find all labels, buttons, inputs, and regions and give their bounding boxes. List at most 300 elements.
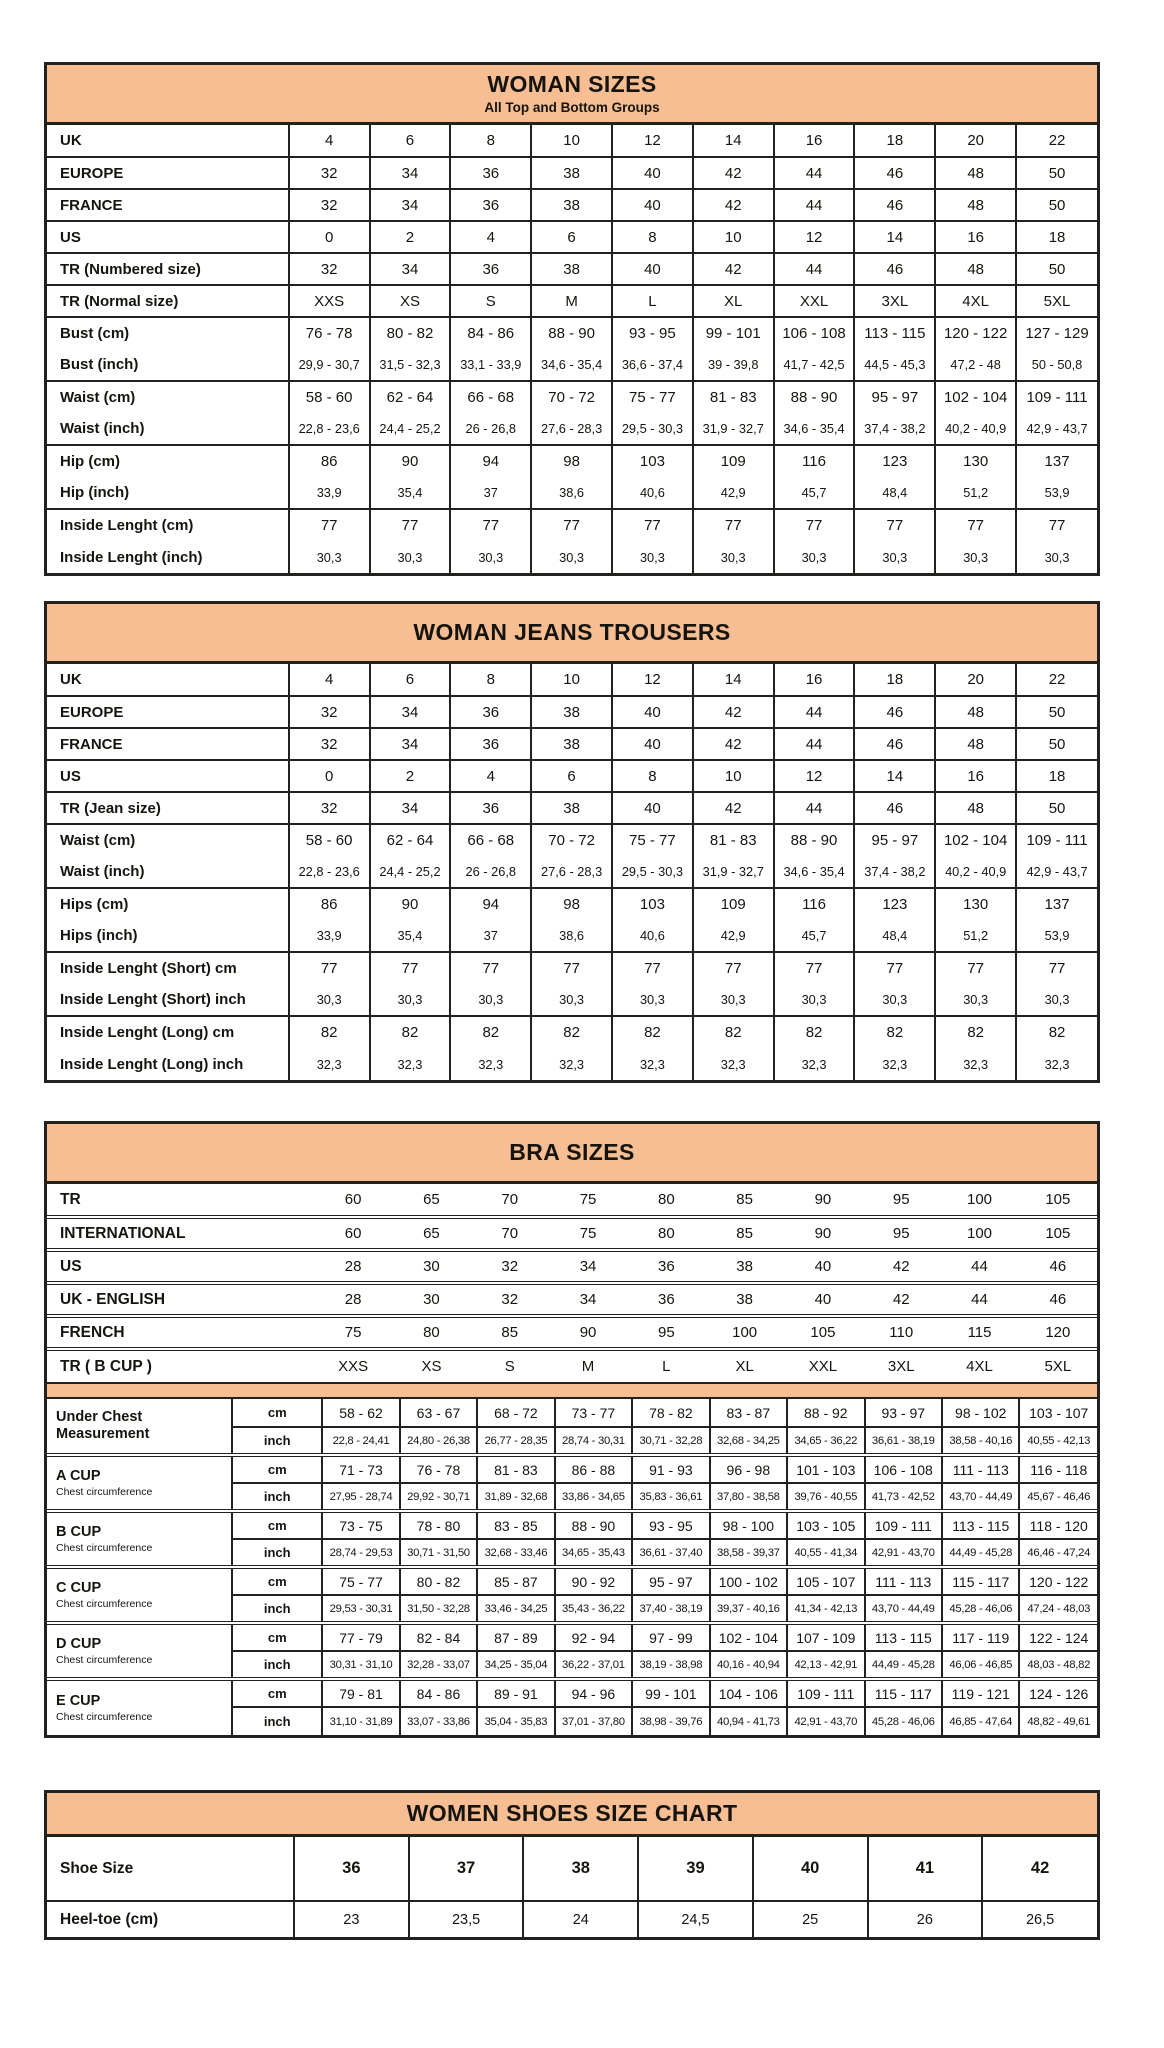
row-label: UK - ENGLISH xyxy=(47,1283,314,1316)
cell: 118 - 120 xyxy=(1019,1511,1097,1539)
cell: 46 xyxy=(854,157,935,189)
cell: 4 xyxy=(289,664,370,696)
row-label: Hips (cm) xyxy=(47,888,289,920)
cell: 30,3 xyxy=(935,541,1016,573)
cell: 38,6 xyxy=(531,920,612,952)
cell: 86 xyxy=(289,445,370,477)
cell: 119 - 121 xyxy=(942,1679,1019,1707)
cell: 31,9 - 32,7 xyxy=(693,413,774,445)
cell: 50 xyxy=(1016,189,1097,221)
cell: 26,5 xyxy=(982,1901,1097,1937)
cell: 41 xyxy=(868,1837,983,1901)
cell: 38,58 - 40,16 xyxy=(942,1427,1019,1455)
cell: 30,3 xyxy=(774,984,855,1016)
cell: 80 xyxy=(627,1217,705,1250)
cell: 31,5 - 32,3 xyxy=(370,349,451,381)
cell: 22,8 - 23,6 xyxy=(289,413,370,445)
row-label: Waist (inch) xyxy=(60,420,145,437)
women-shoes-table xyxy=(47,1837,1097,1937)
row-label: INTERNATIONAL xyxy=(47,1217,314,1250)
table-row xyxy=(47,952,1097,984)
cell: 39,76 - 40,55 xyxy=(787,1483,864,1511)
cell: 77 xyxy=(1016,952,1097,984)
cell: 92 - 94 xyxy=(555,1623,632,1651)
cup-group-label xyxy=(47,1511,232,1567)
cell: 37 xyxy=(409,1837,524,1901)
cell: 77 xyxy=(531,952,612,984)
cell: 39 xyxy=(638,1837,753,1901)
cell: 90 xyxy=(549,1316,627,1349)
cell: 37 xyxy=(450,920,531,952)
cell: 22 xyxy=(1016,664,1097,696)
cell: 24,80 - 26,38 xyxy=(400,1427,477,1455)
cell: 53,9 xyxy=(1016,477,1097,509)
table-row xyxy=(47,1567,1097,1595)
table-row xyxy=(47,1250,1097,1283)
cell: 40 xyxy=(612,253,693,285)
cell: 37,4 - 38,2 xyxy=(854,413,935,445)
row-label: UK xyxy=(60,671,82,688)
cell: 77 xyxy=(774,952,855,984)
cell: 105 xyxy=(1045,1191,1071,1208)
cell: 109 - 111 xyxy=(787,1679,864,1707)
cell: 82 xyxy=(612,1016,693,1048)
cell: 4 xyxy=(450,221,531,253)
cell: 75 - 77 xyxy=(322,1567,399,1595)
row-label: Bust (inch) xyxy=(60,356,139,373)
cell: 75 - 77 xyxy=(612,381,693,413)
cell: 30,3 xyxy=(1016,984,1097,1016)
cell: 48 xyxy=(935,157,1016,189)
cell: 42 xyxy=(693,157,774,189)
cell: 77 xyxy=(450,509,531,541)
cell: 39,37 - 40,16 xyxy=(710,1595,787,1623)
cell: 34,65 - 35,43 xyxy=(555,1539,632,1567)
row-label: EUROPE xyxy=(47,157,289,189)
cell: 88 - 90 xyxy=(555,1511,632,1539)
cell: 137 xyxy=(1016,888,1097,920)
cell: 46 xyxy=(1019,1250,1097,1283)
unit-label: cm xyxy=(232,1567,322,1595)
cell: 46,46 - 47,24 xyxy=(1019,1539,1097,1567)
cell: 5XL xyxy=(1019,1349,1097,1382)
row-label: US xyxy=(47,221,289,253)
cell: 46,85 - 47,64 xyxy=(942,1707,1019,1735)
cell: 42,9 - 43,7 xyxy=(1016,413,1097,445)
cell: 14 xyxy=(693,125,774,157)
cell: 80 - 82 xyxy=(370,317,451,349)
cell: 90 - 92 xyxy=(555,1567,632,1595)
cell: 109 - 111 xyxy=(865,1511,942,1539)
cell: 26,77 - 28,35 xyxy=(477,1427,554,1455)
cell: 75 xyxy=(579,1191,597,1208)
cell: 44 xyxy=(940,1283,1018,1316)
cell: 66 - 68 xyxy=(450,824,531,856)
table-row xyxy=(47,1016,1097,1048)
cell: 46 xyxy=(854,728,935,760)
cell: 30,3 xyxy=(370,541,451,573)
cell: 106 - 108 xyxy=(774,317,855,349)
cell: 40 xyxy=(612,792,693,824)
cell: 31,89 - 32,68 xyxy=(477,1483,554,1511)
cell: 44 xyxy=(940,1250,1018,1283)
cell: 6 xyxy=(531,760,612,792)
table-row xyxy=(47,728,1097,760)
cell: 30,3 xyxy=(531,541,612,573)
cell: 16 xyxy=(774,125,855,157)
cell: 34 xyxy=(549,1250,627,1283)
cell: 22,8 - 23,6 xyxy=(289,856,370,888)
woman-jeans-table xyxy=(47,664,1097,1080)
cell: 73 - 77 xyxy=(555,1399,632,1427)
cell: S xyxy=(471,1349,549,1382)
cell: 93 - 95 xyxy=(612,317,693,349)
table-row xyxy=(47,920,1097,952)
cell: 94 xyxy=(450,888,531,920)
cell: 116 xyxy=(774,445,855,477)
cell: 48 xyxy=(935,728,1016,760)
cell: 30,3 xyxy=(1016,541,1097,573)
row-label: FRENCH xyxy=(47,1316,314,1349)
cell: 80 xyxy=(657,1191,675,1208)
cell: 34 xyxy=(370,253,451,285)
cup-label: A CUP xyxy=(56,1468,101,1485)
cell: 86 - 88 xyxy=(555,1455,632,1483)
cell: 32,3 xyxy=(935,1048,1016,1080)
row-label: Waist (cm) xyxy=(47,824,289,856)
cell: 84 - 86 xyxy=(400,1679,477,1707)
cell: 81 - 83 xyxy=(693,381,774,413)
women-shoes-section xyxy=(44,1790,1100,1940)
table-row xyxy=(47,984,1097,1016)
cell: 42 xyxy=(693,253,774,285)
cell: 88 - 90 xyxy=(774,824,855,856)
cell: 50 xyxy=(1016,792,1097,824)
cell: 28 xyxy=(314,1250,392,1283)
cell: 40,55 - 41,34 xyxy=(787,1539,864,1567)
table-row xyxy=(47,1623,1097,1651)
cell: 47,24 - 48,03 xyxy=(1019,1595,1097,1623)
unit-label: inch xyxy=(232,1595,322,1623)
cell: 39 - 39,8 xyxy=(693,349,774,381)
cell: 63 - 67 xyxy=(400,1399,477,1427)
cell: 46 xyxy=(854,696,935,728)
row-label: US xyxy=(47,760,289,792)
row-label: Inside Lenght (Long) inch xyxy=(60,1055,244,1073)
cell: 76 - 78 xyxy=(289,317,370,349)
cell: 88 - 92 xyxy=(787,1399,864,1427)
women-shoes-title: WOMEN SHOES SIZE CHART xyxy=(406,1799,738,1826)
cell: 27,6 - 28,3 xyxy=(531,413,612,445)
cell: 6 xyxy=(370,125,451,157)
cell: 33,86 - 34,65 xyxy=(555,1483,632,1511)
cell: 35,83 - 36,61 xyxy=(632,1483,709,1511)
bra-cup-table xyxy=(47,1399,1097,1735)
unit-label: cm xyxy=(232,1679,322,1707)
table-row xyxy=(47,1217,1097,1250)
cell: 37,01 - 37,80 xyxy=(555,1707,632,1735)
cell: XXS xyxy=(314,1349,392,1382)
cell: 76 - 78 xyxy=(400,1455,477,1483)
cell: 10 xyxy=(693,221,774,253)
cell: 103 - 105 xyxy=(787,1511,864,1539)
cell: 38,98 - 39,76 xyxy=(632,1707,709,1735)
cell: 29,53 - 30,31 xyxy=(322,1595,399,1623)
unit-label: cm xyxy=(232,1511,322,1539)
cell: 32 xyxy=(289,253,370,285)
cell: 36 xyxy=(450,157,531,189)
cell: XL xyxy=(693,285,774,317)
cell: 38 xyxy=(705,1250,783,1283)
table-row xyxy=(47,221,1097,253)
cell: 2 xyxy=(370,221,451,253)
row-label: TR xyxy=(60,1190,81,1208)
cell: 18 xyxy=(1016,221,1097,253)
row-label: Inside Lenght (Short) cm xyxy=(47,952,289,984)
cell: 78 - 80 xyxy=(400,1511,477,1539)
table-row xyxy=(47,541,1097,573)
cell: 32,3 xyxy=(854,1048,935,1080)
cell: 5XL xyxy=(1016,285,1097,317)
row-label: Inside Lenght (cm) xyxy=(47,509,289,541)
cell: 85 xyxy=(471,1316,549,1349)
cell: 96 - 98 xyxy=(710,1455,787,1483)
cell: 36,6 - 37,4 xyxy=(612,349,693,381)
cell: 105 xyxy=(784,1316,862,1349)
cell: 34 xyxy=(370,696,451,728)
cell: 34 xyxy=(370,728,451,760)
cell: 26 - 26,8 xyxy=(450,856,531,888)
cell: 93 - 97 xyxy=(865,1399,942,1427)
cell: 75 - 77 xyxy=(612,824,693,856)
cell: 30,3 xyxy=(612,541,693,573)
table-row xyxy=(47,413,1097,445)
cell: 30,3 xyxy=(289,984,370,1016)
cell: 4 xyxy=(289,125,370,157)
cell: 23,5 xyxy=(409,1901,524,1937)
cell: 40,2 - 40,9 xyxy=(935,413,1016,445)
cell: 8 xyxy=(450,125,531,157)
cell: 95 xyxy=(892,1191,910,1208)
cell: 4XL xyxy=(935,285,1016,317)
cell: 137 xyxy=(1016,445,1097,477)
cell: 48 xyxy=(935,189,1016,221)
cup-sublabel: Chest circumference xyxy=(56,1597,153,1610)
cell: 105 xyxy=(1019,1217,1097,1250)
cell: 37,4 - 38,2 xyxy=(854,856,935,888)
cell: 97 - 99 xyxy=(632,1623,709,1651)
cell: 40,6 xyxy=(612,920,693,952)
cell: 113 - 115 xyxy=(854,317,935,349)
cell: 32,3 xyxy=(450,1048,531,1080)
cell: XS xyxy=(392,1349,470,1382)
cell: 42 xyxy=(862,1250,940,1283)
cell: 65 xyxy=(423,1191,440,1208)
cell: 113 - 115 xyxy=(865,1623,942,1651)
cell: L xyxy=(612,285,693,317)
cell: 77 xyxy=(531,509,612,541)
row-label: TR (Normal size) xyxy=(47,285,289,317)
unit-label: inch xyxy=(232,1651,322,1679)
bra-sizes-table xyxy=(47,1184,1097,1382)
cell: 130 xyxy=(935,888,1016,920)
row-label: TR (Numbered size) xyxy=(47,253,289,285)
cell: 78 - 82 xyxy=(632,1399,709,1427)
cell: 36 xyxy=(450,696,531,728)
table-row xyxy=(47,477,1097,509)
cell: 70 xyxy=(501,1191,519,1208)
cell: 124 - 126 xyxy=(1019,1679,1097,1707)
cell: 79 - 81 xyxy=(322,1679,399,1707)
cell: 48 xyxy=(935,253,1016,285)
cell: 98 xyxy=(531,888,612,920)
cup-label: E CUP xyxy=(56,1693,101,1710)
cell: 38 xyxy=(531,157,612,189)
cell: 82 xyxy=(289,1016,370,1048)
table-row xyxy=(47,285,1097,317)
cup-group-label xyxy=(47,1623,232,1679)
cell: 12 xyxy=(774,760,855,792)
cell: 98 xyxy=(531,445,612,477)
cell: 8 xyxy=(450,664,531,696)
cell: 48,4 xyxy=(854,477,935,509)
cell: 42 xyxy=(693,728,774,760)
cell: 36,61 - 37,40 xyxy=(632,1539,709,1567)
cell: L xyxy=(627,1349,705,1382)
cell: 100 xyxy=(940,1217,1018,1250)
cell: 32,3 xyxy=(370,1048,451,1080)
cell: 122 - 124 xyxy=(1019,1623,1097,1651)
cell: 80 xyxy=(392,1316,470,1349)
table-row xyxy=(47,1184,1097,1217)
cell: 77 - 79 xyxy=(322,1623,399,1651)
cell: 130 xyxy=(935,445,1016,477)
cell: 42,9 xyxy=(693,477,774,509)
cell: 48,4 xyxy=(854,920,935,952)
cell: 98 - 102 xyxy=(942,1399,1019,1427)
cell: 14 xyxy=(854,760,935,792)
cell: 41,73 - 42,52 xyxy=(865,1483,942,1511)
unit-label: cm xyxy=(232,1455,322,1483)
cell: 30,3 xyxy=(774,541,855,573)
bra-sizes-title: BRA SIZES xyxy=(509,1138,635,1165)
cell: 85 xyxy=(736,1191,753,1208)
cell: 115 xyxy=(940,1316,1018,1349)
cell: 47,2 - 48 xyxy=(935,349,1016,381)
table-row xyxy=(47,856,1097,888)
woman-sizes-title: WOMAN SIZES xyxy=(487,71,657,98)
cell: 30,3 xyxy=(693,541,774,573)
cell: 40 xyxy=(753,1837,868,1901)
cell: 12 xyxy=(612,664,693,696)
cell: 51,2 xyxy=(935,920,1016,952)
cell: 40,6 xyxy=(612,477,693,509)
cell: 32,3 xyxy=(774,1048,855,1080)
row-label: TR ( B CUP ) xyxy=(47,1349,314,1382)
cell: 93 - 95 xyxy=(632,1511,709,1539)
row-label: Inside Lenght (Long) cm xyxy=(47,1016,289,1048)
cell: 42 xyxy=(693,792,774,824)
cell: 32,68 - 34,25 xyxy=(710,1427,787,1455)
cell: 30,71 - 32,28 xyxy=(632,1427,709,1455)
row-label: Hip (inch) xyxy=(60,484,130,501)
cell: 50 xyxy=(1016,696,1097,728)
cell: 32,68 - 33,46 xyxy=(477,1539,554,1567)
cell: 81 - 83 xyxy=(693,824,774,856)
cell: 77 xyxy=(693,952,774,984)
cell: 0 xyxy=(289,760,370,792)
cell: 95 - 97 xyxy=(854,381,935,413)
table-row xyxy=(47,1349,1097,1382)
row-label: TR (Jean size) xyxy=(47,792,289,824)
cell: XS xyxy=(370,285,451,317)
cell: S xyxy=(450,285,531,317)
cell: 115 - 117 xyxy=(865,1679,942,1707)
cell: 50 xyxy=(1016,157,1097,189)
cell: 62 - 64 xyxy=(370,381,451,413)
table-row xyxy=(47,696,1097,728)
cell: 32 xyxy=(471,1283,549,1316)
cell: M xyxy=(549,1349,627,1382)
cell: 116 xyxy=(774,888,855,920)
cell: 14 xyxy=(854,221,935,253)
cell: 38,19 - 38,98 xyxy=(632,1651,709,1679)
cell: 42 xyxy=(862,1283,940,1316)
cell: 35,4 xyxy=(370,920,451,952)
cell: 88 - 90 xyxy=(774,381,855,413)
cell: 33,46 - 34,25 xyxy=(477,1595,554,1623)
cell: 99 - 101 xyxy=(632,1679,709,1707)
cell: 44 xyxy=(774,792,855,824)
cell: 8 xyxy=(612,221,693,253)
cell: 30,3 xyxy=(854,541,935,573)
cell: 84 - 86 xyxy=(450,317,531,349)
cell: 40,2 - 40,9 xyxy=(935,856,1016,888)
cell: 58 - 62 xyxy=(322,1399,399,1427)
cell: 109 xyxy=(693,888,774,920)
cell: XXL xyxy=(784,1349,862,1382)
cell: 29,5 - 30,3 xyxy=(612,413,693,445)
cell: 12 xyxy=(774,221,855,253)
separator-band xyxy=(47,1382,1097,1399)
row-label: Inside Lenght (Short) inch xyxy=(60,991,246,1008)
cell: 48,82 - 49,61 xyxy=(1019,1707,1097,1735)
cell: 40 xyxy=(612,157,693,189)
cell: 43,70 - 44,49 xyxy=(865,1595,942,1623)
cup-label: B CUP xyxy=(56,1524,102,1541)
table-row xyxy=(47,792,1097,824)
cell: 102 - 104 xyxy=(935,381,1016,413)
cell: 70 - 72 xyxy=(531,824,612,856)
cell: 42,91 - 43,70 xyxy=(865,1539,942,1567)
cell: 82 xyxy=(1016,1016,1097,1048)
cell: 44,5 - 45,3 xyxy=(854,349,935,381)
cell: 42,13 - 42,91 xyxy=(787,1651,864,1679)
cell: 85 - 87 xyxy=(477,1567,554,1595)
cell: 82 xyxy=(854,1016,935,1048)
cell: 46 xyxy=(1019,1283,1097,1316)
cell: 77 xyxy=(935,952,1016,984)
cell: 29,9 - 30,7 xyxy=(289,349,370,381)
cell: 26 xyxy=(868,1901,983,1937)
cell: 82 xyxy=(531,1016,612,1048)
cell: 33,1 - 33,9 xyxy=(450,349,531,381)
table-row xyxy=(47,1901,1097,1937)
cell: 68 - 72 xyxy=(477,1399,554,1427)
cell: 20 xyxy=(935,125,1016,157)
cup-group-label xyxy=(47,1399,232,1455)
cell: 37,40 - 38,19 xyxy=(632,1595,709,1623)
